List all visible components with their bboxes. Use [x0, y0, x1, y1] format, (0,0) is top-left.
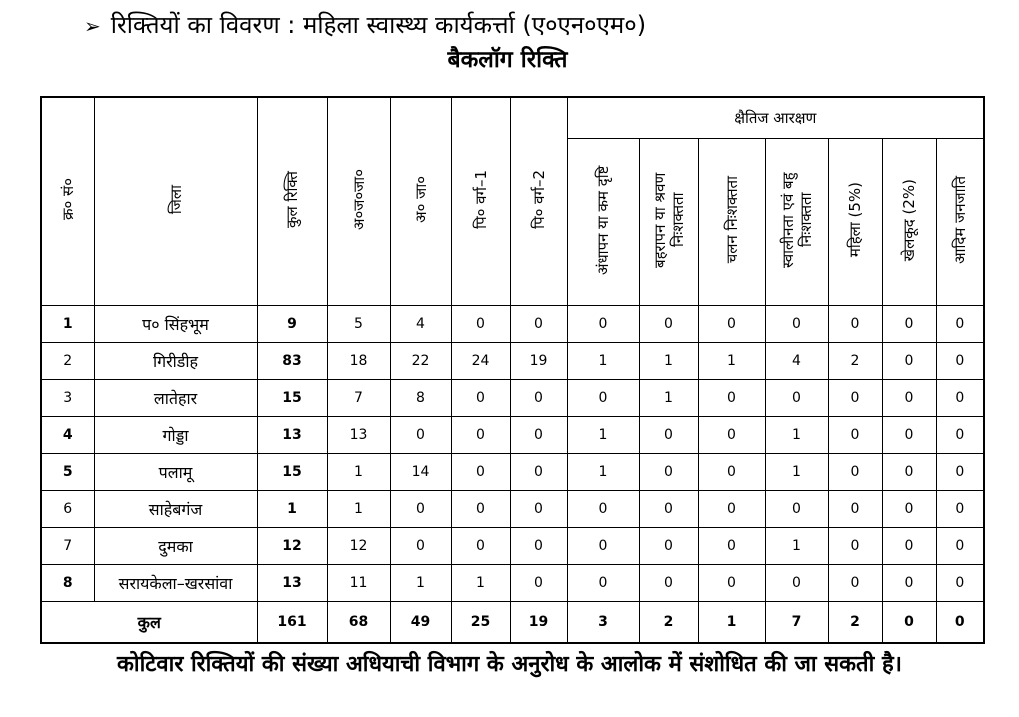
cell-total: 9	[257, 306, 327, 343]
cell-bc1: 1	[451, 565, 510, 602]
totals-row	[41, 602, 984, 644]
cell-bc1: 0	[451, 306, 510, 343]
cell-bc2: 0	[510, 454, 567, 491]
cell-total: 15	[257, 380, 327, 417]
cell-deaf: 1	[639, 343, 698, 380]
table-row	[41, 380, 984, 417]
cell-women: 2	[828, 343, 882, 380]
cell-primitive: 0	[936, 417, 984, 454]
col-header-total: कुल रिक्ति	[257, 97, 327, 306]
cell-district: पलामू	[94, 454, 257, 491]
cell-total: 15	[257, 454, 327, 491]
cell-deaf: 0	[639, 528, 698, 565]
col-group-horizontal-reservation: क्षैतिज आरक्षण	[567, 97, 984, 139]
cell-sports: 0	[882, 565, 936, 602]
total-women: 2	[828, 602, 882, 644]
table-row	[41, 528, 984, 565]
cell-autism: 1	[765, 528, 828, 565]
cell-bc2: 0	[510, 306, 567, 343]
cell-st: 11	[327, 565, 390, 602]
cell-sc: 14	[390, 454, 451, 491]
cell-autism: 0	[765, 306, 828, 343]
total-sc: 49	[390, 602, 451, 644]
cell-sports: 0	[882, 528, 936, 565]
cell-primitive: 0	[936, 528, 984, 565]
cell-locomotor: 0	[698, 491, 765, 528]
total-deaf: 2	[639, 602, 698, 644]
total-bc1: 25	[451, 602, 510, 644]
col-header-sports: खेलकूद (2%)	[882, 139, 936, 306]
cell-autism: 1	[765, 454, 828, 491]
cell-blind: 0	[567, 491, 639, 528]
cell-sc: 4	[390, 306, 451, 343]
cell-deaf: 1	[639, 380, 698, 417]
col-header-bc2: पि० वर्ग–2	[510, 97, 567, 306]
cell-bc2: 0	[510, 491, 567, 528]
document-title	[84, 8, 646, 41]
table-row	[41, 491, 984, 528]
cell-st: 13	[327, 417, 390, 454]
cell-st: 7	[327, 380, 390, 417]
cell-blind: 1	[567, 343, 639, 380]
cell-st: 1	[327, 454, 390, 491]
cell-district: गिरीडीह	[94, 343, 257, 380]
col-header-blind: अंधापन या कम दृष्टि	[567, 139, 639, 306]
col-header-st: अ०ज०जा०	[327, 97, 390, 306]
cell-primitive: 0	[936, 380, 984, 417]
table-row	[41, 343, 984, 380]
col-header-women: महिला (5%)	[828, 139, 882, 306]
cell-women: 0	[828, 528, 882, 565]
col-header-bc1: पि० वर्ग–1	[451, 97, 510, 306]
col-header-autism: स्वालीनता एवं बहु निःशक्तता	[765, 139, 828, 306]
total-autism: 7	[765, 602, 828, 644]
cell-sports: 0	[882, 454, 936, 491]
cell-locomotor: 0	[698, 454, 765, 491]
cell-primitive: 0	[936, 565, 984, 602]
total-sports: 0	[882, 602, 936, 644]
cell-district: सरायकेला–खरसांवा	[94, 565, 257, 602]
cell-st: 5	[327, 306, 390, 343]
cell-district: लातेहार	[94, 380, 257, 417]
cell-st: 12	[327, 528, 390, 565]
total-st: 68	[327, 602, 390, 644]
cell-primitive: 0	[936, 454, 984, 491]
cell-st: 1	[327, 491, 390, 528]
table-row	[41, 565, 984, 602]
table-row	[41, 417, 984, 454]
cell-women: 0	[828, 491, 882, 528]
cell-bc2: 0	[510, 528, 567, 565]
cell-serial: 4	[41, 417, 94, 454]
cell-sports: 0	[882, 417, 936, 454]
arrow-bullet-icon: ➢	[84, 14, 101, 38]
cell-deaf: 0	[639, 306, 698, 343]
table-row	[41, 454, 984, 491]
cell-bc2: 0	[510, 380, 567, 417]
subtitle-text: बैकलॉग रिक्ति	[447, 47, 568, 73]
cell-deaf: 0	[639, 454, 698, 491]
cell-district: दुमका	[94, 528, 257, 565]
cell-st: 18	[327, 343, 390, 380]
col-header-district: जिला	[94, 97, 257, 306]
col-header-serial: क्र० सं०	[41, 97, 94, 306]
cell-serial: 7	[41, 528, 94, 565]
cell-deaf: 0	[639, 417, 698, 454]
cell-deaf: 0	[639, 491, 698, 528]
cell-bc1: 0	[451, 454, 510, 491]
cell-serial: 1	[41, 306, 94, 343]
document-subtitle	[0, 42, 1019, 74]
cell-total: 12	[257, 528, 327, 565]
cell-autism: 1	[765, 417, 828, 454]
cell-blind: 0	[567, 528, 639, 565]
cell-sports: 0	[882, 380, 936, 417]
totals-label: कुल	[41, 602, 257, 644]
cell-serial: 8	[41, 565, 94, 602]
cell-total: 13	[257, 417, 327, 454]
cell-autism: 0	[765, 565, 828, 602]
cell-sc: 8	[390, 380, 451, 417]
cell-serial: 3	[41, 380, 94, 417]
cell-bc1: 0	[451, 491, 510, 528]
cell-locomotor: 0	[698, 528, 765, 565]
cell-bc1: 0	[451, 380, 510, 417]
cell-total: 1	[257, 491, 327, 528]
cell-sc: 0	[390, 417, 451, 454]
cell-locomotor: 1	[698, 343, 765, 380]
total-primitive: 0	[936, 602, 984, 644]
cell-autism: 4	[765, 343, 828, 380]
cell-district: गोड्डा	[94, 417, 257, 454]
cell-women: 0	[828, 306, 882, 343]
cell-women: 0	[828, 454, 882, 491]
cell-primitive: 0	[936, 491, 984, 528]
cell-serial: 6	[41, 491, 94, 528]
cell-sports: 0	[882, 343, 936, 380]
cell-autism: 0	[765, 491, 828, 528]
cell-sc: 0	[390, 528, 451, 565]
col-header-sc: अ० जा०	[390, 97, 451, 306]
cell-sc: 22	[390, 343, 451, 380]
cell-primitive: 0	[936, 306, 984, 343]
table-row	[41, 306, 984, 343]
cell-total: 83	[257, 343, 327, 380]
cell-bc1: 24	[451, 343, 510, 380]
total-locomotor: 1	[698, 602, 765, 644]
cell-blind: 1	[567, 454, 639, 491]
cell-district: प० सिंहभूम	[94, 306, 257, 343]
cell-blind: 0	[567, 380, 639, 417]
vacancy-table	[40, 96, 985, 644]
cell-blind: 1	[567, 417, 639, 454]
total-bc2: 19	[510, 602, 567, 644]
cell-locomotor: 0	[698, 380, 765, 417]
col-header-primitive: आदिम जनजाति	[936, 139, 984, 306]
cell-serial: 5	[41, 454, 94, 491]
cell-women: 0	[828, 417, 882, 454]
cell-women: 0	[828, 565, 882, 602]
footnote: कोटिवार रिक्तियों की संख्या अधियाची विभाग के अनुरोध के आलोक में संशोधित की जा सकती है।	[117, 652, 902, 677]
cell-deaf: 0	[639, 565, 698, 602]
cell-locomotor: 0	[698, 417, 765, 454]
col-header-locomotor: चलन निःशक्तता	[698, 139, 765, 306]
total-blind: 3	[567, 602, 639, 644]
cell-autism: 0	[765, 380, 828, 417]
cell-sc: 1	[390, 565, 451, 602]
cell-bc2: 19	[510, 343, 567, 380]
cell-sports: 0	[882, 306, 936, 343]
total-total: 161	[257, 602, 327, 644]
cell-total: 13	[257, 565, 327, 602]
cell-locomotor: 0	[698, 306, 765, 343]
cell-sports: 0	[882, 491, 936, 528]
cell-bc2: 0	[510, 565, 567, 602]
cell-primitive: 0	[936, 343, 984, 380]
cell-bc1: 0	[451, 417, 510, 454]
cell-bc2: 0	[510, 417, 567, 454]
cell-blind: 0	[567, 306, 639, 343]
cell-locomotor: 0	[698, 565, 765, 602]
col-header-deaf: बहरापन या श्रवण निःशक्तता	[639, 139, 698, 306]
cell-bc1: 0	[451, 528, 510, 565]
cell-district: साहेबगंज	[94, 491, 257, 528]
cell-blind: 0	[567, 565, 639, 602]
cell-serial: 2	[41, 343, 94, 380]
cell-women: 0	[828, 380, 882, 417]
title-text: रिक्तियों का विवरण : महिला स्वास्थ्य कार्यकर्त्ता (ए०एन०एम०)	[110, 11, 647, 39]
cell-sc: 0	[390, 491, 451, 528]
